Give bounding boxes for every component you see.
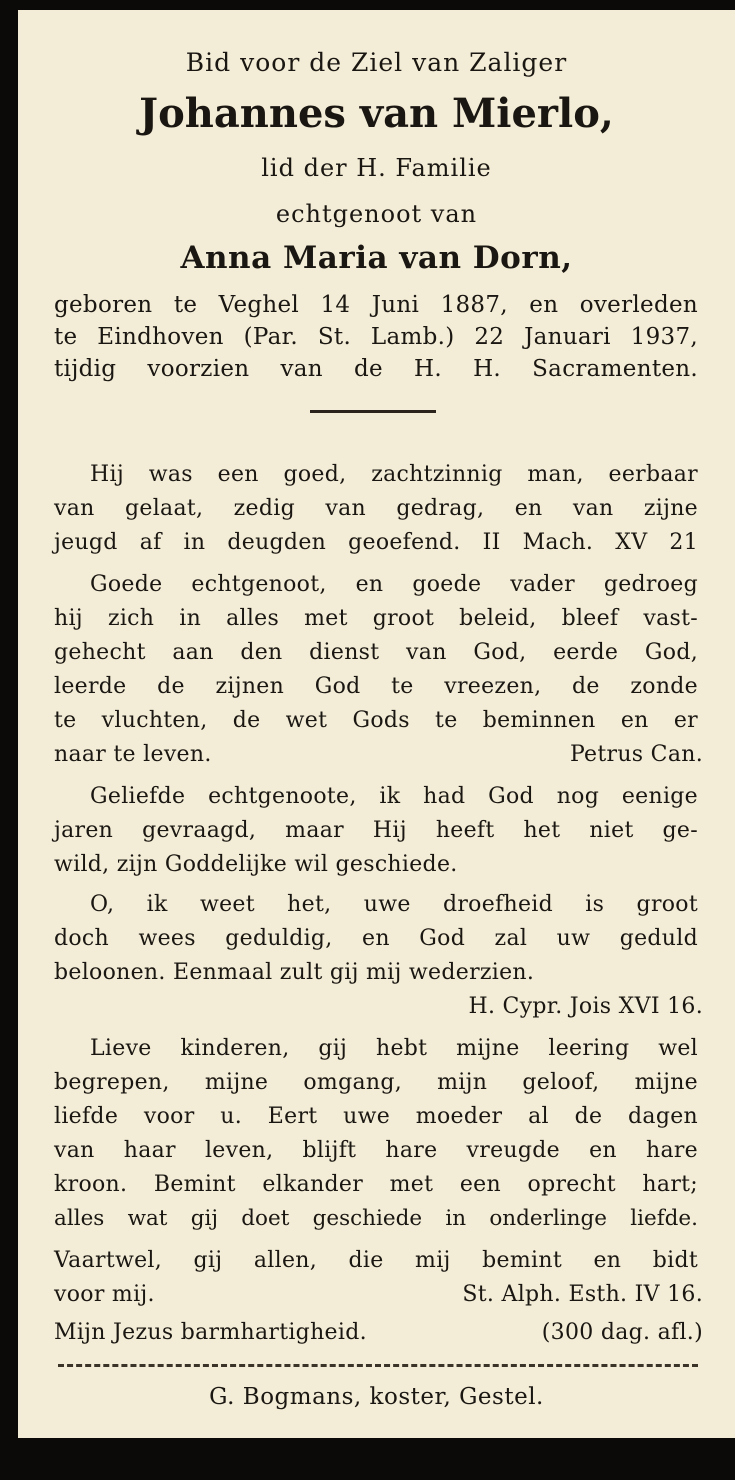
citation: St. Alph. Esth. IV 16. [462,1282,703,1307]
text-line: hij zich in alles met groot beleid, bleef vast- [54,606,698,631]
life-line-1: geboren te Veghel 14 Juni 1887, en overleden [54,292,698,318]
prayer-card [18,10,735,1438]
prayer-line: Mijn Jezus barmhartigheid. [54,1320,367,1345]
text-line: alles wat gij doet geschiede in onderlinge liefde. [54,1206,698,1231]
text-line: Vaartwel, gij allen, die mij bemint en bidt [54,1248,698,1273]
spouse-intro: echtgenoot van [275,200,478,228]
text-line: O, ik weet het, uwe droefheid is groot [90,892,698,917]
text-line: wild, zijn Goddelijke wil geschiede. [54,852,458,877]
text-line: Hij was een goed, zachtzinnig man, eerbaar [90,462,698,487]
citation: Petrus Can. [569,742,703,767]
printer-credit: G. Bogmans, koster, Gestel. [209,1384,544,1410]
footer-divider [58,1364,698,1367]
divider [310,410,436,413]
text-line: kroon. Bemint elkander met een oprecht hart; [54,1172,698,1197]
text-line: van haar leven, blijft hare vreugde en hare [54,1138,698,1163]
text-line: liefde voor u. Eert uwe moeder al de dagen [54,1104,698,1129]
card-intro: Bid voor de Ziel van Zaliger [185,48,568,77]
text-line: gehecht aan den dienst van God, eerde God, [54,640,698,665]
text-line: naar te leven. [54,742,212,767]
text-line: leerde de zijnen God te vreezen, de zonde [54,674,698,699]
text-line: Lieve kinderen, gij hebt mijne leering wel [90,1036,698,1061]
text-line: begrepen, mijne omgang, mijn geloof, mijne [54,1070,698,1095]
deceased-name: Johannes van Mierlo, [139,90,614,137]
life-line-3: tijdig voorzien van de H. H. Sacramenten. [54,356,698,382]
text-line: Geliefde echtgenoote, ik had God nog eenige [90,784,698,809]
text-line: doch wees geduldig, en God zal uw geduld [54,926,698,951]
membership: lid der H. Familie [261,154,492,182]
text-line: te vluchten, de wet Gods te beminnen en er [54,708,698,733]
spouse-name: Anna Maria van Dorn, [180,240,573,276]
life-line-2: te Eindhoven (Par. St. Lamb.) 22 Januari 1937, [54,324,698,350]
text-line: jeugd af in deugden geoefend. II Mach. XV 21 [54,530,698,555]
indulgence: (300 dag. afl.) [541,1320,703,1345]
text-line: jaren gevraagd, maar Hij heeft het niet ge- [54,818,698,843]
citation: H. Cypr. Jois XVI 16. [468,994,703,1019]
text-line: voor mij. [54,1282,155,1307]
text-line: van gelaat, zedig van gedrag, en van zijne [54,496,698,521]
text-line: beloonen. Eenmaal zult gij mij wederzien. [54,960,535,985]
text-line: Goede echtgenoot, en goede vader gedroeg [90,572,698,597]
